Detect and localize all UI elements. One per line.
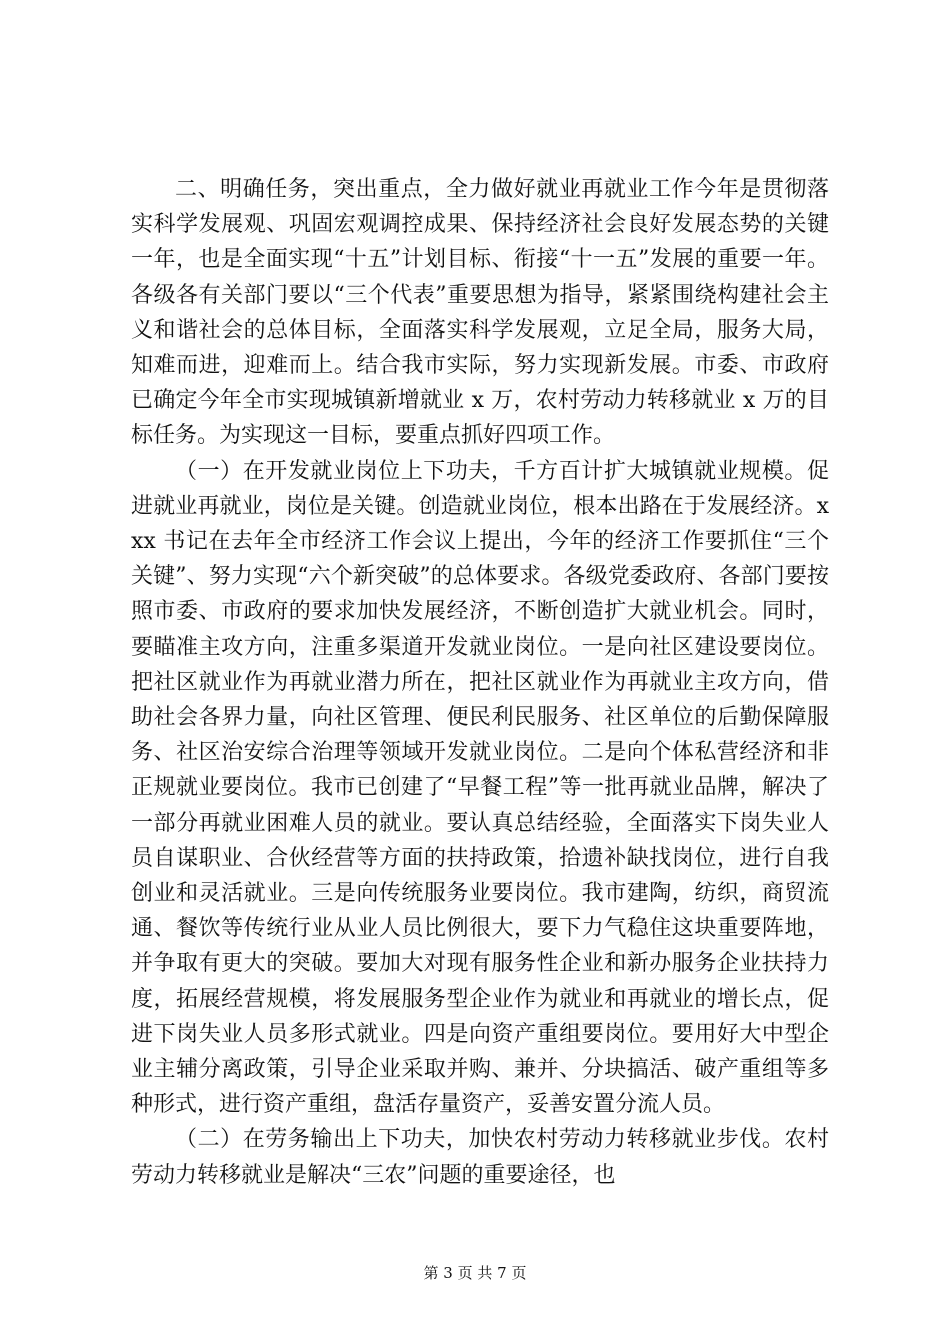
paragraph-1: 二、明确任务，突出重点，全力做好就业再就业工作今年是贯彻落实科学发展观、巩固宏观调控成果、保持经济社会良好发展态势的关键一年，也是全面实现“十五”计划目标、衔接“十一五”发展的重要一年。各级各有关部门要以“三个代表”重要思想为指导，紧紧围绕构建社会主义和谐社会的总体目标，全面落实科学发展观，立足全局，服务大局，知难而进，迎难而上。结合我市实际，努力实现新发展。市委、市政府已确定今年全市实现城镇新增就业 x 万，农村劳动力转移就业 x 万的目标任务。为实现这一目标，要重点抓好四项工作。 xyxy=(131,177,829,449)
paragraph-2: （一）在开发就业岗位上下功夫，千方百计扩大城镇就业规模。促进就业再就业，岗位是关键。创造就业岗位，根本出路在于发展经济。xxx 书记在去年全市经济工作会议上提出，今年的经济工作要抓住“三个关键”、努力实现“六个新突破”的总体要求。各级党委政府、各部门要按照市委、市政府的要求加快发展经济，不断创造扩大就业机会。同时，要瞄准主攻方向，注重多渠道开发就业岗位。一是向社区建设要岗位。把社区就业作为再就业潜力所在，把社区就业作为再就业主攻方向，借助社会各界力量，向社区管理、便民利民服务、社区单位的后勤保障服务、社区治安综合治理等领域开发就业岗位。二是向个体私营经济和非正规就业要岗位。我市已创建了“早餐工程”等一批再就业品牌，解决了一部分再就业困难人员的就业。要认真总结经验，全面落实下岗失业人员自谋职业、合伙经营等方面的扶持政策，拾遗补缺找岗位，进行自我创业和灵活就业。三是向传统服务业要岗位。我市建陶，纺织，商贸流通、餐饮等传统行业从业人员比例很大，要下力气稳住这块重要阵地，并争取有更大的突破。要加大对现有服务性企业和新办服务企业扶持力度，拓展经营规模，将发展服务型企业作为就业和再就业的增长点，促进下岗失业人员多形式就业。四是向资产重组要岗位。要用好大中型企业主辅分离政策，引导企业采取并购、兼并、分块搞活、破产重组等多种形式，进行资产重组，盘活存量资产，妥善安置分流人员。 xyxy=(131,458,829,1118)
paragraph-3: （二）在劳务输出上下功夫，加快农村劳动力转移就业步伐。农村劳动力转移就业是解决“三农”问题的重要途径，也 xyxy=(131,1127,829,1188)
page-number-label: 第 3 页 共 7 页 xyxy=(423,1264,527,1282)
document-body xyxy=(131,172,829,1193)
page-footer xyxy=(0,1264,950,1282)
